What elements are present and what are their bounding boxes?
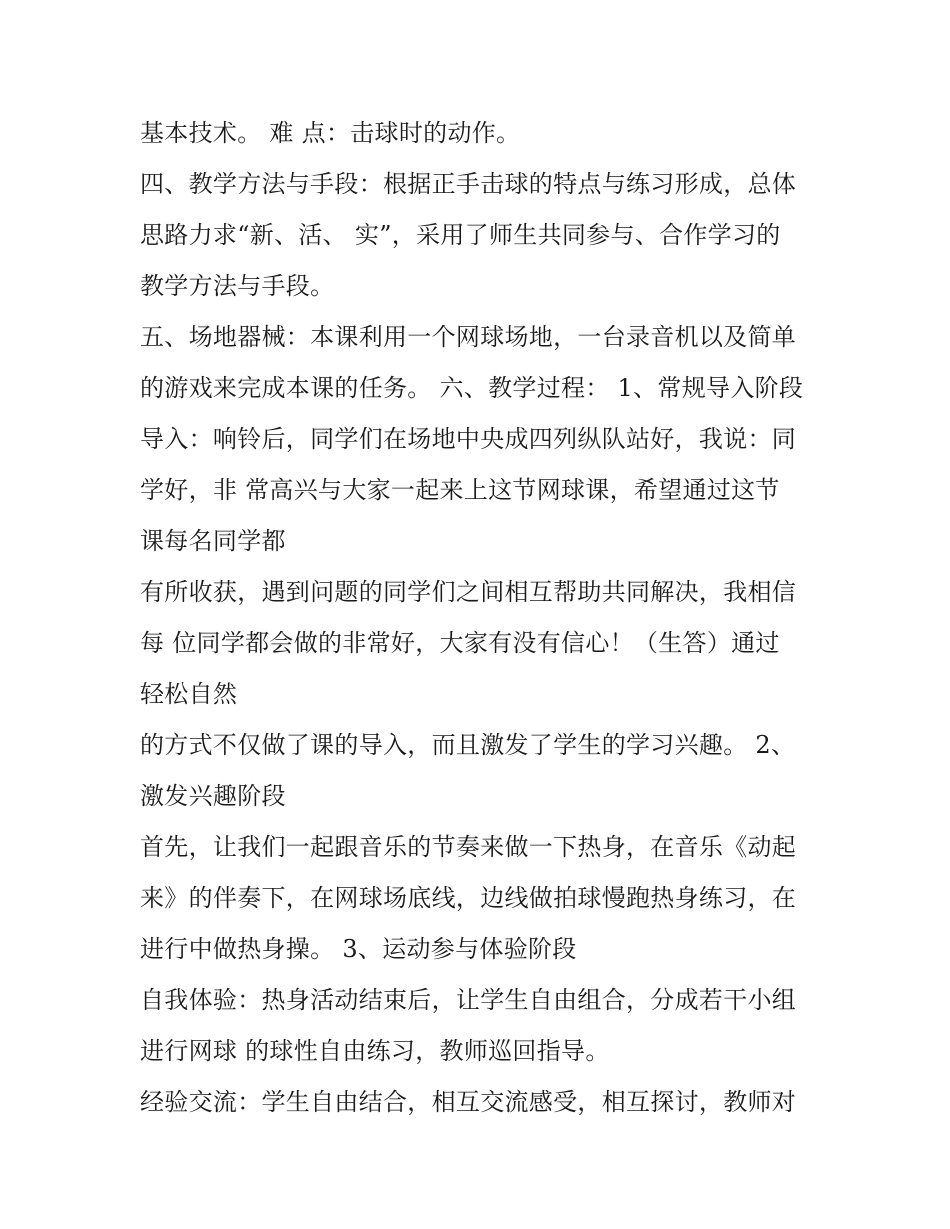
text-line: 首先，让我们一起跟音乐的节奏来做一下热身，在音乐《动起 — [140, 833, 797, 861]
text-line: 激发兴趣阶段 — [140, 782, 286, 810]
text-line: 的游戏来完成本课的任务。 六、教学过程： 1、常规导入阶段 — [140, 374, 804, 402]
text-line: 五、场地器械：本课利用一个网球场地，一台录音机以及简单 — [140, 323, 797, 351]
text-line: 四、教学方法与手段：根据正手击球的特点与练习形成，总体 — [140, 170, 797, 198]
text-line: 轻松自然 — [140, 680, 238, 708]
document-body — [140, 108, 820, 1128]
text-line: 自我体验：热身活动结束后，让学生自由组合，分成若干小组 — [140, 986, 797, 1014]
text-line: 每 位同学都会做的非常好，大家有没有信心！（生答）通过 — [140, 629, 780, 657]
text-line: 思路力求“新、活、 实”，采用了师生共同参与、合作学习的 — [140, 221, 781, 249]
text-line: 来》的伴奏下，在网球场底线，边线做拍球慢跑热身练习，在 — [140, 884, 797, 912]
text-line: 课每名同学都 — [140, 527, 286, 555]
text-line: 基本技术。 难 点：击球时的动作。 — [140, 119, 521, 147]
text-line: 导入：响铃后，同学们在场地中央成四列纵队站好，我说：同 — [140, 425, 797, 453]
text-line: 教学方法与手段。 — [140, 272, 335, 300]
text-line: 有所收获，遇到问题的同学们之间相互帮助共同解决，我相信 — [140, 578, 797, 606]
text-line: 进行中做热身操。 3、运动参与体验阶段 — [140, 935, 577, 963]
text-line: 进行网球 的球性自由练习，教师巡回指导。 — [140, 1037, 610, 1065]
text-line: 的方式不仅做了课的导入，而且激发了学生的学习兴趣。 2、 — [140, 731, 796, 759]
text-line: 经验交流：学生自由结合，相互交流感受，相互探讨，教师对 — [140, 1088, 797, 1116]
text-line: 学好，非 常高兴与大家一起来上这节网球课，希望通过这节 — [140, 476, 780, 504]
